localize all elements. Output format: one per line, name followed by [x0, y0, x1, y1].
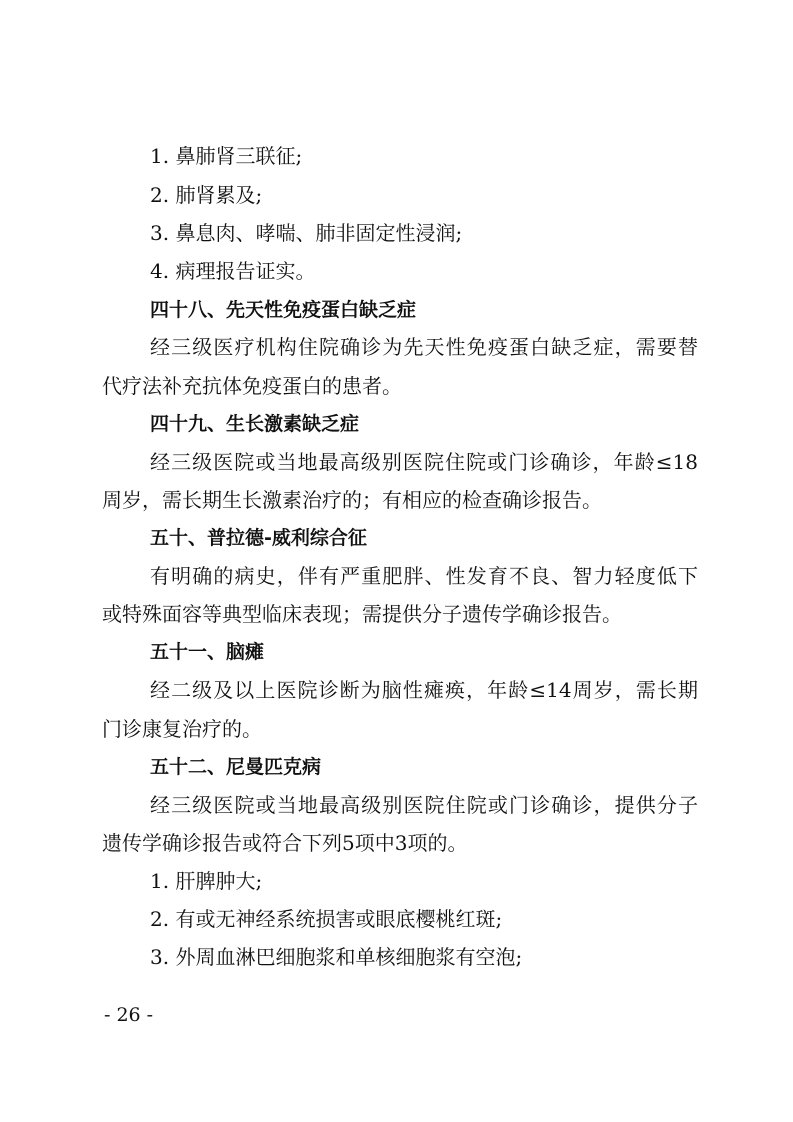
paragraph-line: 经三级医院或当地最高级别医院住院或门诊确诊，提供分子 — [150, 793, 698, 817]
paragraph-line: 或特殊面容等典型临床表现；需提供分子遗传学确诊报告。 — [102, 602, 622, 626]
section-heading: 五十、普拉德-威利综合征 — [150, 527, 367, 549]
section-heading: 五十一、脑瘫 — [150, 641, 265, 663]
list-item: 2. 有或无神经系统损害或眼底樱桃红斑; — [150, 907, 503, 931]
paragraph-line: 有明确的病史，伴有严重肥胖、性发育不良、智力轻度低下 — [150, 564, 698, 588]
list-item: 1. 肝脾肿大; — [150, 869, 263, 893]
paragraph-line: 代疗法补充抗体免疫蛋白的患者。 — [102, 374, 402, 398]
section-heading: 四十八、先天性免疫蛋白缺乏症 — [150, 299, 417, 321]
list-item: 3. 外周血淋巴细胞浆和单核细胞浆有空泡; — [150, 945, 523, 969]
paragraph-line: 周岁，需长期生长激素治疗的；有相应的检查确诊报告。 — [102, 488, 602, 512]
section-heading: 四十九、生长激素缺乏症 — [150, 413, 360, 435]
paragraph-line: 门诊康复治疗的。 — [102, 717, 262, 741]
list-item: 2. 肺肾累及; — [150, 183, 263, 207]
page-number: - 26 - — [104, 1004, 154, 1026]
paragraph-line: 经二级及以上医院诊断为脑性瘫痪，年龄≤14周岁，需长期 — [150, 678, 698, 702]
paragraph-line: 经三级医疗机构住院确诊为先天性免疫蛋白缺乏症，需要替 — [150, 335, 698, 359]
paragraph-line: 经三级医院或当地最高级别医院住院或门诊确诊，年龄≤18 — [150, 450, 698, 474]
paragraph-line: 遗传学确诊报告或符合下列5项中3项的。 — [102, 831, 468, 855]
list-item: 3. 鼻息肉、哮喘、肺非固定性浸润; — [150, 221, 463, 245]
list-item: 1. 鼻肺肾三联征; — [150, 144, 303, 168]
list-item: 4. 病理报告证实。 — [150, 259, 316, 283]
section-heading: 五十二、尼曼匹克病 — [150, 756, 322, 778]
